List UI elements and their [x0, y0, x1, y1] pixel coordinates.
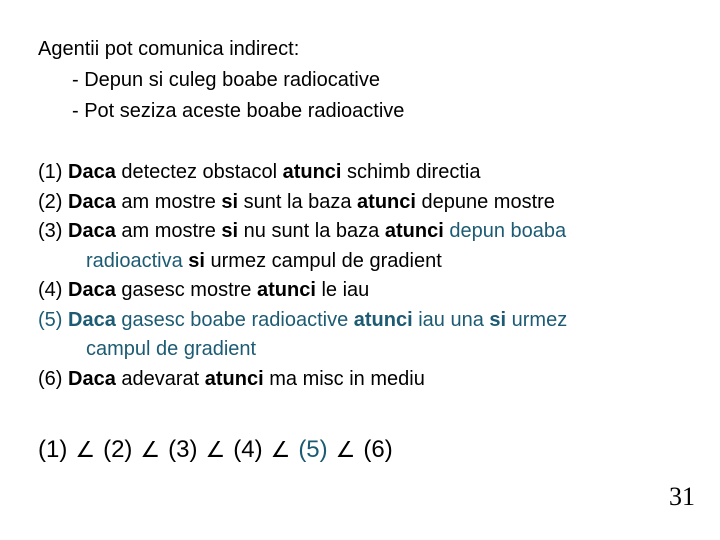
angle-icon: ∠	[270, 438, 291, 463]
rules-list	[38, 158, 567, 394]
rule-1: (1) Daca detectez obstacol atunci schimb directia	[38, 161, 481, 183]
intro-item-deposit: - Depun si culeg boabe radiocative	[72, 69, 380, 91]
keyword-if: Daca	[68, 308, 116, 331]
intro-heading: Agentii pot comunica indirect:	[38, 38, 300, 60]
intro-item-sense: - Pot seziza aceste boabe radioactive	[72, 100, 405, 122]
order-item-6: (6)	[363, 436, 393, 463]
angle-icon: ∠	[75, 438, 96, 463]
keyword-and: si	[188, 249, 205, 272]
priority-order	[38, 432, 393, 469]
order-item-5: (5)	[298, 436, 328, 463]
keyword-and: si	[221, 190, 239, 213]
keyword-then: atunci	[353, 308, 413, 331]
keyword-if: Daca	[68, 279, 116, 301]
keyword-and: si	[489, 308, 507, 331]
rule-3-continued: radioactiva si urmez campul de gradient	[86, 249, 442, 272]
order-item-3: (3)	[168, 436, 198, 463]
rule-6: (6) Daca adevarat atunci ma misc in mediu	[38, 367, 425, 390]
keyword-then: atunci	[282, 161, 342, 183]
angle-icon: ∠	[335, 438, 356, 463]
rule-5-continued: campul de gradient	[86, 338, 257, 360]
keyword-if: Daca	[68, 161, 116, 183]
order-item-1: (1)	[38, 436, 68, 463]
keyword-if: Daca	[68, 190, 116, 213]
rule-2: (2) Daca am mostre si sunt la baza atunci depune mostre	[38, 190, 555, 213]
page-number: 31	[669, 482, 695, 511]
angle-icon: ∠	[205, 438, 226, 463]
keyword-and: si	[221, 220, 239, 242]
keyword-if: Daca	[68, 220, 116, 242]
rule-5: (5) Daca gasesc boabe radioactive atunci iau una si urmez	[38, 308, 568, 331]
angle-icon: ∠	[140, 438, 161, 463]
order-item-4: (4)	[233, 436, 263, 463]
keyword-then: atunci	[357, 190, 416, 213]
keyword-if: Daca	[68, 367, 116, 390]
intro-section	[38, 34, 404, 127]
order-item-2: (2)	[103, 436, 133, 463]
rule-4: (4) Daca gasesc mostre atunci le iau	[38, 279, 370, 301]
keyword-then: atunci	[384, 220, 444, 242]
rule-3: (3) Daca am mostre si nu sunt la baza atunci depun boaba	[38, 220, 567, 242]
keyword-then: atunci	[256, 279, 316, 301]
keyword-then: atunci	[204, 367, 264, 390]
